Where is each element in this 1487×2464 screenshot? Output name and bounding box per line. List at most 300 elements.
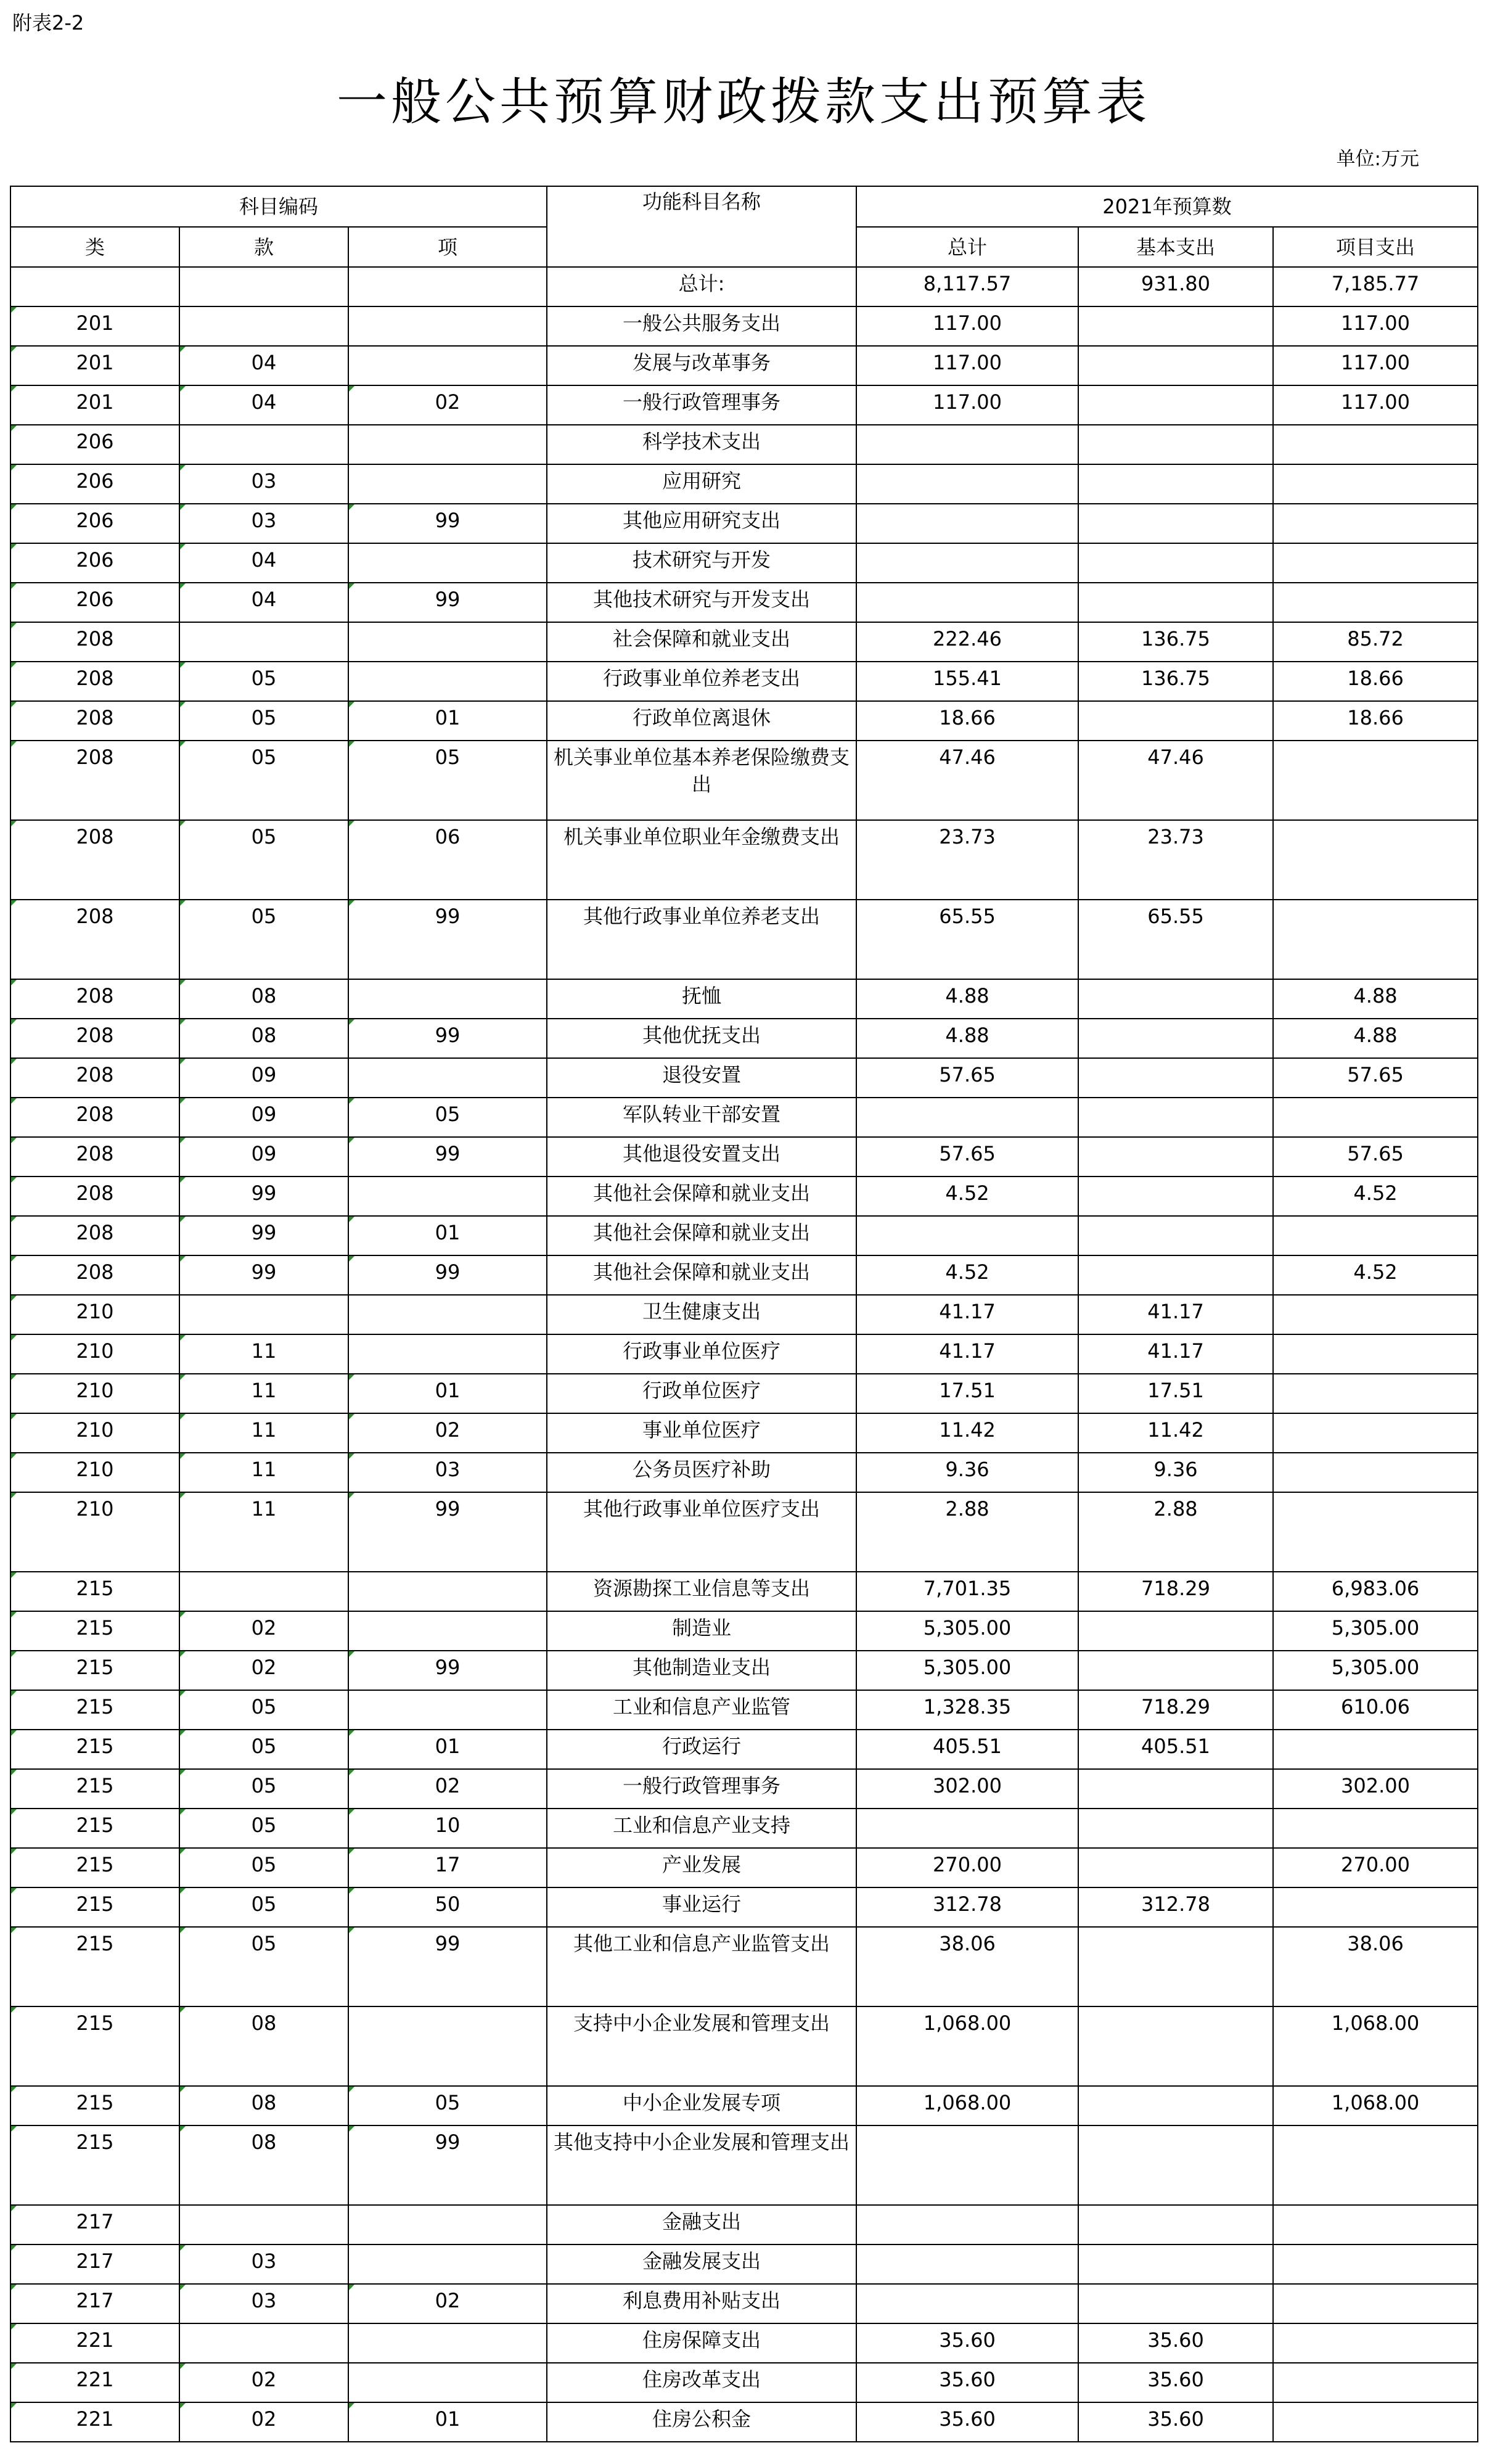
sub-cell: [348, 1334, 547, 1374]
name-cell: 事业运行: [547, 1887, 856, 1927]
project-cell: [1273, 464, 1478, 504]
sub-cell: 17: [348, 1848, 547, 1887]
table-row: [10, 741, 1478, 820]
table-row: [10, 346, 1478, 385]
name-cell: 机关事业单位基本养老保险缴费支出: [547, 741, 856, 820]
class-cell: 215: [10, 1651, 179, 1690]
total-cell: 7,701.35: [856, 1572, 1078, 1611]
basic-cell: 931.80: [1078, 267, 1273, 306]
item-cell: 05: [179, 1927, 348, 2006]
name-cell: 行政单位离退休: [547, 701, 856, 741]
table-row: [10, 1453, 1478, 1492]
total-cell: [856, 2284, 1078, 2323]
sub-cell: [348, 2323, 547, 2363]
name-cell: 社会保障和就业支出: [547, 622, 856, 662]
table-row: [10, 1098, 1478, 1137]
item-cell: 99: [179, 1177, 348, 1216]
item-cell: [179, 425, 348, 464]
class-cell: 215: [10, 1730, 179, 1769]
total-cell: 1,328.35: [856, 1690, 1078, 1730]
sub-cell: 05: [348, 2086, 547, 2125]
sub-cell: [348, 2363, 547, 2402]
table-row: [10, 1137, 1478, 1177]
class-cell: 208: [10, 741, 179, 820]
basic-cell: [1078, 1848, 1273, 1887]
project-cell: [1273, 1492, 1478, 1572]
sub-cell: 01: [348, 1216, 547, 1255]
item-cell: 08: [179, 979, 348, 1019]
basic-cell: [1078, 1611, 1273, 1651]
item-cell: [179, 2323, 348, 2363]
basic-cell: 718.29: [1078, 1690, 1273, 1730]
sub-cell: 99: [348, 1255, 547, 1295]
project-cell: [1273, 2323, 1478, 2363]
total-cell: [856, 425, 1078, 464]
table-row: [10, 1413, 1478, 1453]
code-group-header: 科目编码: [10, 186, 547, 227]
total-cell: 1,068.00: [856, 2086, 1078, 2125]
class-cell: 215: [10, 2125, 179, 2205]
item-cell: 08: [179, 2125, 348, 2205]
total-cell: 8,117.57: [856, 267, 1078, 306]
basic-header: 基本支出: [1078, 227, 1273, 267]
name-cell: 机关事业单位职业年金缴费支出: [547, 820, 856, 900]
table-row: [10, 1334, 1478, 1374]
basic-cell: 41.17: [1078, 1295, 1273, 1334]
item-cell: 11: [179, 1374, 348, 1413]
table-row: [10, 2006, 1478, 2086]
basic-cell: 17.51: [1078, 1374, 1273, 1413]
sub-cell: [348, 346, 547, 385]
class-cell: 201: [10, 385, 179, 425]
basic-cell: 23.73: [1078, 820, 1273, 900]
total-cell: 41.17: [856, 1295, 1078, 1334]
sub-cell: [348, 306, 547, 346]
name-cell: 其他制造业支出: [547, 1651, 856, 1690]
basic-cell: 405.51: [1078, 1730, 1273, 1769]
name-cell: 其他社会保障和就业支出: [547, 1177, 856, 1216]
item-cell: 04: [179, 543, 348, 583]
name-cell: 其他技术研究与开发支出: [547, 583, 856, 622]
project-cell: [1273, 2205, 1478, 2244]
sub-cell: [348, 464, 547, 504]
table-row: [10, 1769, 1478, 1809]
sub-cell: 02: [348, 385, 547, 425]
table-row: [10, 464, 1478, 504]
project-cell: 18.66: [1273, 701, 1478, 741]
item-cell: [179, 622, 348, 662]
attachment-label: 附表2-2: [12, 11, 84, 35]
class-cell: 215: [10, 1809, 179, 1848]
table-row: [10, 2402, 1478, 2442]
item-cell: [179, 2205, 348, 2244]
project-cell: 57.65: [1273, 1058, 1478, 1098]
basic-cell: [1078, 583, 1273, 622]
total-cell: 117.00: [856, 346, 1078, 385]
total-cell: 117.00: [856, 306, 1078, 346]
basic-cell: [1078, 1255, 1273, 1295]
class-cell: 208: [10, 622, 179, 662]
total-cell: 57.65: [856, 1058, 1078, 1098]
item-cell: 08: [179, 2086, 348, 2125]
table-row: [10, 1809, 1478, 1848]
class-cell: 208: [10, 1137, 179, 1177]
total-cell: 35.60: [856, 2363, 1078, 2402]
basic-cell: [1078, 1769, 1273, 1809]
sub-cell: [348, 1690, 547, 1730]
project-header: 项目支出: [1273, 227, 1478, 267]
func-name-header: 功能科目名称: [547, 186, 856, 267]
total-cell: 65.55: [856, 900, 1078, 979]
sub-cell: 01: [348, 1730, 547, 1769]
project-cell: [1273, 1098, 1478, 1137]
name-cell: 科学技术支出: [547, 425, 856, 464]
basic-cell: 35.60: [1078, 2402, 1273, 2442]
item-cell: 05: [179, 662, 348, 701]
project-cell: [1273, 583, 1478, 622]
name-cell: 其他应用研究支出: [547, 504, 856, 543]
item-cell: 03: [179, 2284, 348, 2323]
page-title: 一般公共预算财政拨款支出预算表: [336, 73, 1150, 131]
class-cell: 208: [10, 820, 179, 900]
class-cell: 208: [10, 662, 179, 701]
table-row: [10, 1848, 1478, 1887]
basic-cell: [1078, 2284, 1273, 2323]
name-cell: 行政运行: [547, 1730, 856, 1769]
name-cell: 公务员医疗补助: [547, 1453, 856, 1492]
table-row: [10, 2086, 1478, 2125]
basic-cell: 136.75: [1078, 662, 1273, 701]
table-row: [10, 2363, 1478, 2402]
total-cell: 23.73: [856, 820, 1078, 900]
total-cell: 155.41: [856, 662, 1078, 701]
name-cell: 发展与改革事务: [547, 346, 856, 385]
name-cell: 工业和信息产业监管: [547, 1690, 856, 1730]
name-cell: 技术研究与开发: [547, 543, 856, 583]
table-row: [10, 1492, 1478, 1572]
project-cell: 1,068.00: [1273, 2006, 1478, 2086]
total-cell: 5,305.00: [856, 1651, 1078, 1690]
table-row: [10, 1216, 1478, 1255]
class-cell: 215: [10, 1927, 179, 2006]
item-cell: 11: [179, 1453, 348, 1492]
table-row: [10, 979, 1478, 1019]
sub-cell: [348, 2244, 547, 2284]
total-cell: [856, 583, 1078, 622]
sub-cell: [348, 979, 547, 1019]
class-cell: 208: [10, 1255, 179, 1295]
basic-cell: [1078, 1216, 1273, 1255]
project-cell: 85.72: [1273, 622, 1478, 662]
item-cell: 04: [179, 583, 348, 622]
name-cell: 抚恤: [547, 979, 856, 1019]
name-cell: 其他工业和信息产业监管支出: [547, 1927, 856, 2006]
total-cell: 4.88: [856, 979, 1078, 1019]
table-row: [10, 504, 1478, 543]
total-cell: [856, 1809, 1078, 1848]
basic-cell: 136.75: [1078, 622, 1273, 662]
name-cell: 一般行政管理事务: [547, 385, 856, 425]
sub-cell: 99: [348, 1651, 547, 1690]
item-cell: 08: [179, 1019, 348, 1058]
item-cell: 04: [179, 346, 348, 385]
item-cell: 05: [179, 1848, 348, 1887]
basic-cell: [1078, 2086, 1273, 2125]
project-cell: [1273, 2125, 1478, 2205]
basic-cell: [1078, 306, 1273, 346]
sub-cell: [348, 622, 547, 662]
project-cell: 4.88: [1273, 1019, 1478, 1058]
total-cell: 117.00: [856, 385, 1078, 425]
name-cell: 利息费用补贴支出: [547, 2284, 856, 2323]
total-cell: 35.60: [856, 2402, 1078, 2442]
name-cell: 其他优抚支出: [547, 1019, 856, 1058]
sub-cell: 06: [348, 820, 547, 900]
basic-cell: [1078, 1137, 1273, 1177]
sub-cell: 02: [348, 2284, 547, 2323]
sub-cell: 05: [348, 741, 547, 820]
project-cell: 117.00: [1273, 385, 1478, 425]
item-cell: 05: [179, 1690, 348, 1730]
project-cell: 6,983.06: [1273, 1572, 1478, 1611]
sub-cell: [348, 1295, 547, 1334]
project-cell: 57.65: [1273, 1137, 1478, 1177]
table-row: [10, 662, 1478, 701]
class-cell: 201: [10, 346, 179, 385]
class-cell: 210: [10, 1492, 179, 1572]
name-cell: 军队转业干部安置: [547, 1098, 856, 1137]
sub-cell: 02: [348, 1769, 547, 1809]
project-cell: [1273, 2284, 1478, 2323]
table-row: [10, 1927, 1478, 2006]
sub-cell: 99: [348, 1492, 547, 1572]
total-cell: [856, 2125, 1078, 2205]
basic-cell: [1078, 346, 1273, 385]
basic-cell: [1078, 464, 1273, 504]
sub-cell: 03: [348, 1453, 547, 1492]
table-row: [10, 583, 1478, 622]
item-cell: 99: [179, 1216, 348, 1255]
name-cell: 一般公共服务支出: [547, 306, 856, 346]
sub-cell: [348, 1611, 547, 1651]
class-cell: 208: [10, 1058, 179, 1098]
total-cell: [856, 1216, 1078, 1255]
name-cell: 住房公积金: [547, 2402, 856, 2442]
sub-cell: [348, 662, 547, 701]
project-cell: [1273, 1374, 1478, 1413]
name-cell: 卫生健康支出: [547, 1295, 856, 1334]
project-cell: 5,305.00: [1273, 1611, 1478, 1651]
class-cell: 206: [10, 464, 179, 504]
item-cell: 03: [179, 2244, 348, 2284]
sub-cell: 10: [348, 1809, 547, 1848]
basic-cell: 35.60: [1078, 2363, 1273, 2402]
budget-table: [10, 186, 1478, 2442]
table-row: [10, 1572, 1478, 1611]
total-cell: 11.42: [856, 1413, 1078, 1453]
name-cell: 其他社会保障和就业支出: [547, 1255, 856, 1295]
sub-cell: 01: [348, 1374, 547, 1413]
project-cell: [1273, 1809, 1478, 1848]
name-cell: 中小企业发展专项: [547, 2086, 856, 2125]
class-cell: 215: [10, 1572, 179, 1611]
table-row: [10, 306, 1478, 346]
total-cell: [856, 543, 1078, 583]
class-cell: 208: [10, 1019, 179, 1058]
basic-cell: [1078, 2006, 1273, 2086]
table-row: [10, 1295, 1478, 1334]
class-cell: 201: [10, 306, 179, 346]
class-cell: 210: [10, 1295, 179, 1334]
project-cell: [1273, 1216, 1478, 1255]
basic-cell: [1078, 2125, 1273, 2205]
class-header: 类: [10, 227, 179, 267]
sub-cell: 02: [348, 1413, 547, 1453]
name-cell: 其他支持中小企业发展和管理支出: [547, 2125, 856, 2205]
total-cell: 270.00: [856, 1848, 1078, 1887]
basic-cell: 718.29: [1078, 1572, 1273, 1611]
basic-cell: [1078, 504, 1273, 543]
table-row: [10, 1374, 1478, 1413]
basic-cell: [1078, 1651, 1273, 1690]
class-cell: 215: [10, 1887, 179, 1927]
class-cell: 210: [10, 1453, 179, 1492]
sub-cell: 99: [348, 2125, 547, 2205]
name-cell: 总计:: [547, 267, 856, 306]
item-cell: 03: [179, 464, 348, 504]
basic-cell: 47.46: [1078, 741, 1273, 820]
total-cell: 4.88: [856, 1019, 1078, 1058]
basic-cell: [1078, 2244, 1273, 2284]
table-row: [10, 1690, 1478, 1730]
project-cell: [1273, 504, 1478, 543]
total-cell: 312.78: [856, 1887, 1078, 1927]
table-row: [10, 2244, 1478, 2284]
item-cell: 11: [179, 1334, 348, 1374]
sub-cell: [348, 2006, 547, 2086]
sub-cell: 99: [348, 1019, 547, 1058]
table-row: [10, 1019, 1478, 1058]
table-row: [10, 701, 1478, 741]
sub-cell: 01: [348, 701, 547, 741]
sub-cell: [348, 267, 547, 306]
class-cell: 215: [10, 2086, 179, 2125]
table-row: [10, 622, 1478, 662]
class-cell: 210: [10, 1334, 179, 1374]
sub-cell: 99: [348, 583, 547, 622]
table-row: [10, 2323, 1478, 2363]
item-cell: 05: [179, 1887, 348, 1927]
class-cell: 206: [10, 583, 179, 622]
name-cell: 事业单位医疗: [547, 1413, 856, 1453]
class-cell: 210: [10, 1413, 179, 1453]
name-cell: 其他社会保障和就业支出: [547, 1216, 856, 1255]
item-cell: 05: [179, 820, 348, 900]
basic-cell: [1078, 979, 1273, 1019]
name-cell: 其他行政事业单位养老支出: [547, 900, 856, 979]
header-row-1: [10, 186, 1478, 227]
basic-cell: [1078, 1927, 1273, 2006]
project-cell: 1,068.00: [1273, 2086, 1478, 2125]
item-header: 款: [179, 227, 348, 267]
class-cell: 208: [10, 701, 179, 741]
item-cell: 02: [179, 2402, 348, 2442]
sub-cell: 99: [348, 1927, 547, 2006]
project-cell: 38.06: [1273, 1927, 1478, 2006]
basic-cell: [1078, 1058, 1273, 1098]
item-cell: 05: [179, 1730, 348, 1769]
table-row: [10, 2205, 1478, 2244]
total-cell: [856, 464, 1078, 504]
item-cell: 04: [179, 385, 348, 425]
item-cell: 08: [179, 2006, 348, 2086]
project-cell: 5,305.00: [1273, 1651, 1478, 1690]
project-cell: 4.52: [1273, 1255, 1478, 1295]
project-cell: 18.66: [1273, 662, 1478, 701]
item-cell: 05: [179, 1809, 348, 1848]
item-cell: [179, 1295, 348, 1334]
basic-cell: [1078, 2205, 1273, 2244]
class-cell: 217: [10, 2284, 179, 2323]
class-cell: 206: [10, 543, 179, 583]
basic-cell: [1078, 543, 1273, 583]
project-cell: [1273, 820, 1478, 900]
class-cell: 215: [10, 1690, 179, 1730]
item-cell: 05: [179, 900, 348, 979]
table-row: [10, 543, 1478, 583]
table-row: [10, 1730, 1478, 1769]
sub-cell: 05: [348, 1098, 547, 1137]
item-cell: [179, 267, 348, 306]
total-cell: 1,068.00: [856, 2006, 1078, 2086]
project-cell: [1273, 1413, 1478, 1453]
basic-cell: 9.36: [1078, 1453, 1273, 1492]
project-cell: 4.52: [1273, 1177, 1478, 1216]
total-cell: 18.66: [856, 701, 1078, 741]
basic-cell: 41.17: [1078, 1334, 1273, 1374]
item-cell: 99: [179, 1255, 348, 1295]
name-cell: 一般行政管理事务: [547, 1769, 856, 1809]
name-cell: 金融发展支出: [547, 2244, 856, 2284]
name-cell: 应用研究: [547, 464, 856, 504]
basic-cell: 65.55: [1078, 900, 1273, 979]
unit-label: 单位:万元: [1336, 148, 1419, 170]
class-cell: [10, 267, 179, 306]
project-cell: 270.00: [1273, 1848, 1478, 1887]
total-cell: [856, 2244, 1078, 2284]
class-cell: 215: [10, 1848, 179, 1887]
sub-cell: [348, 1572, 547, 1611]
basic-cell: [1078, 701, 1273, 741]
project-cell: 117.00: [1273, 346, 1478, 385]
item-cell: 03: [179, 504, 348, 543]
project-cell: 610.06: [1273, 1690, 1478, 1730]
project-cell: [1273, 741, 1478, 820]
basic-cell: [1078, 1809, 1273, 1848]
project-cell: [1273, 2363, 1478, 2402]
sub-cell: [348, 1058, 547, 1098]
sub-cell: [348, 2205, 547, 2244]
sub-cell: 99: [348, 504, 547, 543]
table-row: [10, 425, 1478, 464]
project-cell: [1273, 1730, 1478, 1769]
total-cell: [856, 504, 1078, 543]
project-cell: [1273, 2244, 1478, 2284]
name-cell: 金融支出: [547, 2205, 856, 2244]
class-cell: 215: [10, 2006, 179, 2086]
class-cell: 221: [10, 2363, 179, 2402]
table-row: [10, 1177, 1478, 1216]
